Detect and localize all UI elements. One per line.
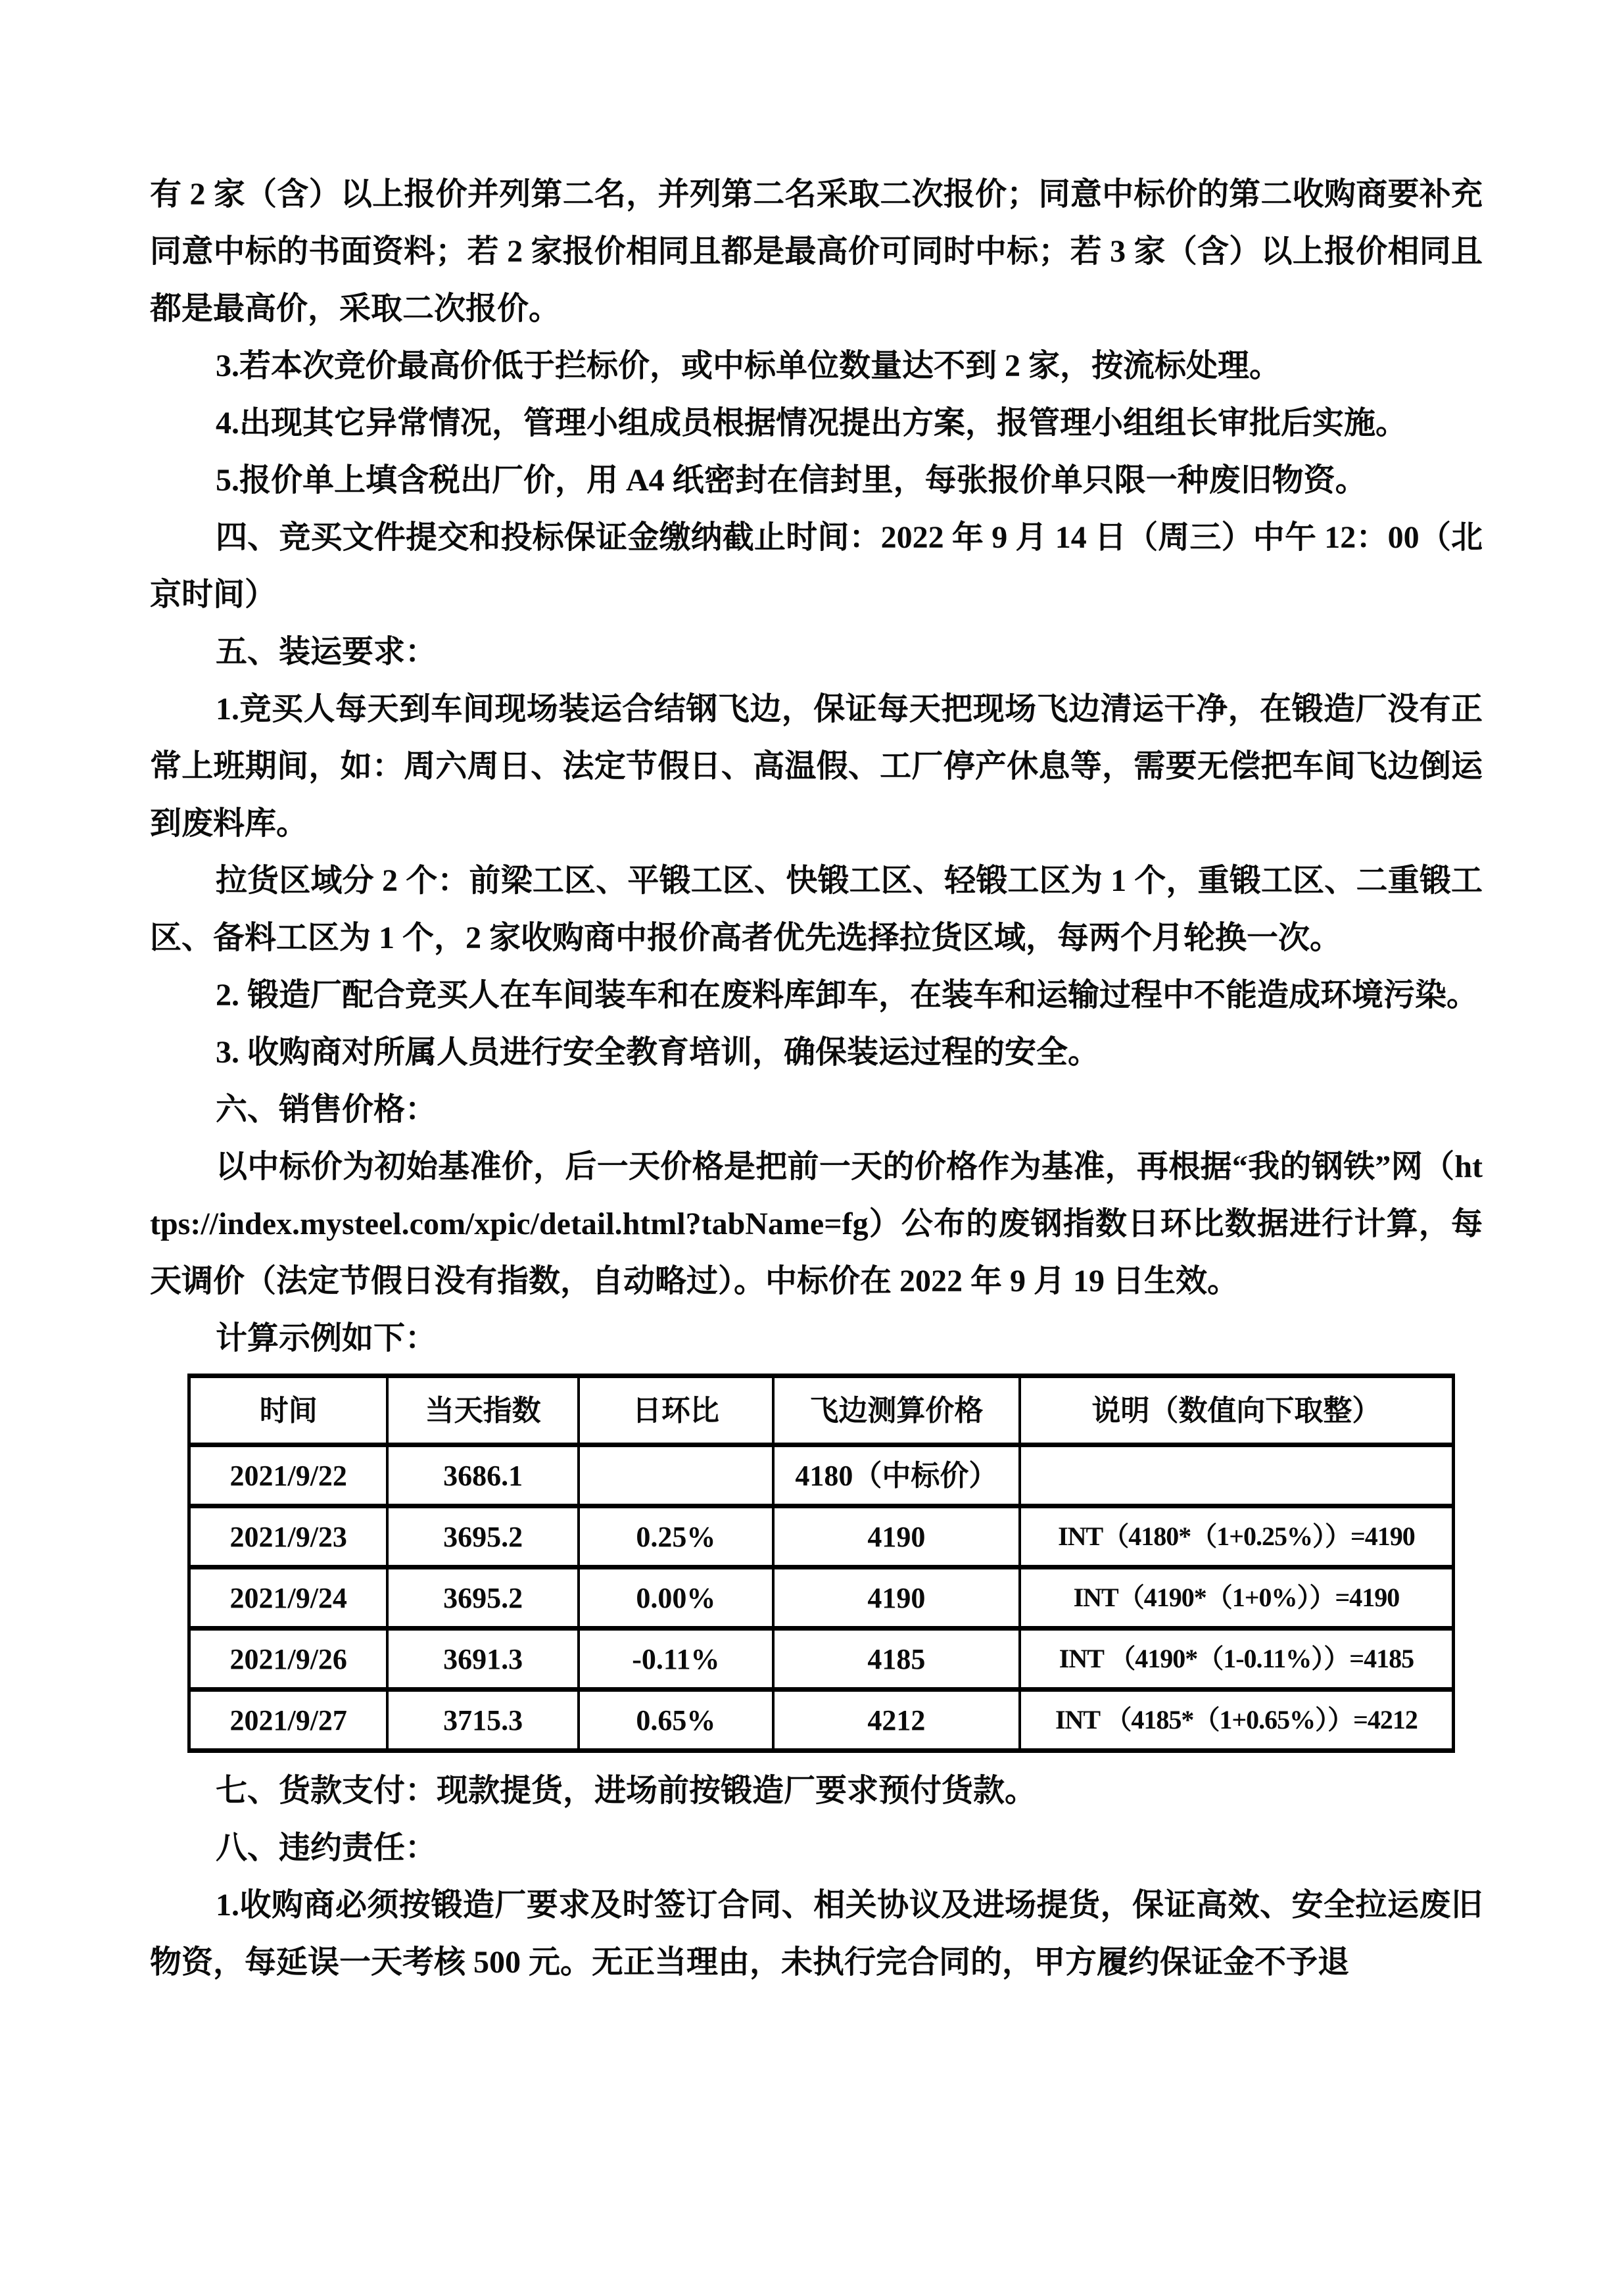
cell-dod (579, 1445, 773, 1506)
cell-note (1020, 1445, 1454, 1506)
cell-dod: 0.00% (579, 1567, 773, 1629)
cell-note: INT（4190*（1+0%））=4190 (1020, 1567, 1454, 1629)
cell-index: 3686.1 (387, 1445, 578, 1506)
table-row (189, 1629, 1454, 1690)
cell-date: 2021/9/24 (189, 1567, 388, 1629)
cell-note: INT（4180*（1+0.25%））=4190 (1020, 1506, 1454, 1567)
table-row (189, 1567, 1454, 1629)
cell-note: INT （4190*（1-0.11%））=4185 (1020, 1629, 1454, 1690)
section-heading: 八、违约责任： (216, 1830, 437, 1865)
table-row (189, 1506, 1454, 1567)
cell-index: 3715.3 (387, 1690, 578, 1751)
header-cell-day-index: 当天指数 (387, 1376, 578, 1445)
header-cell-day-over-day: 日环比 (579, 1376, 773, 1445)
cell-index: 3695.2 (387, 1567, 578, 1629)
paragraph: 1.竞买人每天到车间现场装运合结钢飞边，保证每天把现场飞边清运干净，在锻造厂没有正常上班期间，如：周六周日、法定节假日、高温假、工厂停产休息等，需要无偿把车间飞边倒运到废料库。 (150, 692, 1483, 841)
paragraph: 四、竞买文件提交和投标保证金缴纳截止时间：2022 年 9 月 14 日（周三）中午 12：00（北京时间） (150, 520, 1483, 612)
paragraph: 七、货款支付：现款提货，进场前按锻造厂要求预付货款。 (216, 1773, 1037, 1808)
cell-price: 4185 (773, 1629, 1020, 1690)
paragraph: 3. 收购商对所属人员进行安全教育培训，确保装运过程的安全。 (216, 1035, 1100, 1070)
table-row (189, 1445, 1454, 1506)
cell-dod: 0.65% (579, 1690, 773, 1751)
calculation-example-table (187, 1374, 1455, 1753)
cell-price: 4180（中标价） (773, 1445, 1020, 1506)
paragraph: 2. 锻造厂配合竞买人在车间装车和在废料库卸车，在装车和运输过程中不能造成环境污染。 (216, 978, 1479, 1013)
section-heading: 五、装运要求： (216, 634, 437, 669)
header-cell-time: 时间 (189, 1376, 388, 1445)
paragraph: 3.若本次竞价最高价低于拦标价，或中标单位数量达不到 2 家，按流标处理。 (216, 348, 1281, 383)
header-cell-note: 说明（数值向下取整） (1020, 1376, 1454, 1445)
cell-price: 4190 (773, 1506, 1020, 1567)
cell-index: 3691.3 (387, 1629, 578, 1690)
table-header-row (189, 1376, 1454, 1445)
cell-price: 4212 (773, 1690, 1020, 1751)
cell-index: 3695.2 (387, 1506, 578, 1567)
cell-price: 4190 (773, 1567, 1020, 1629)
cell-dod: 0.25% (579, 1506, 773, 1567)
section-heading: 六、销售价格： (216, 1092, 437, 1127)
cell-date: 2021/9/27 (189, 1690, 388, 1751)
cell-date: 2021/9/22 (189, 1445, 388, 1506)
paragraph: 以中标价为初始基准价，后一天价格是把前一天的价格作为基准，再根据“我的钢铁”网（https://index.mysteel.com/xpic/detail.html?tabName=fg）公布的废钢指数日环比数据进行计算，每天调价（法定节假日没有指数，自动略过）。中标价在 2022 年 9 月 19 日生效。 (150, 1149, 1483, 1299)
paragraph: 4.出现其它异常情况，管理小组成员根据情况提出方案，报管理小组组长审批后实施。 (216, 406, 1408, 441)
paragraph: 1.收购商必须按锻造厂要求及时签订合同、相关协议及进场提货，保证高效、安全拉运废旧物资，每延误一天考核 500 元。无正当理由，未执行完合同的，甲方履约保证金不予退 (150, 1888, 1483, 1980)
cell-dod: -0.11% (579, 1629, 773, 1690)
cell-note: INT （4185*（1+0.65%））=4212 (1020, 1690, 1454, 1751)
paragraph: 有 2 家（含）以上报价并列第二名，并列第二名采取二次报价；同意中标价的第二收购商要补充同意中标的书面资料；若 2 家报价相同且都是最高价可同时中标；若 3 家（含）以上报价相同且都是最高价，采取二次报价。 (150, 177, 1483, 326)
paragraph: 拉货区域分 2 个：前梁工区、平锻工区、快锻工区、轻锻工区为 1 个，重锻工区、二重锻工区、备料工区为 1 个，2 家收购商中报价高者优先选择拉货区域，每两个月轮换一次。 (150, 863, 1483, 955)
cell-date: 2021/9/26 (189, 1629, 388, 1690)
paragraph: 5.报价单上填含税出厂价，用 A4 纸密封在信封里，每张报价单只限一种废旧物资。 (216, 463, 1367, 498)
header-cell-flash-price: 飞边测算价格 (773, 1376, 1020, 1445)
paragraph: 计算示例如下： (216, 1321, 437, 1356)
table-row (189, 1690, 1454, 1751)
cell-date: 2021/9/23 (189, 1506, 388, 1567)
